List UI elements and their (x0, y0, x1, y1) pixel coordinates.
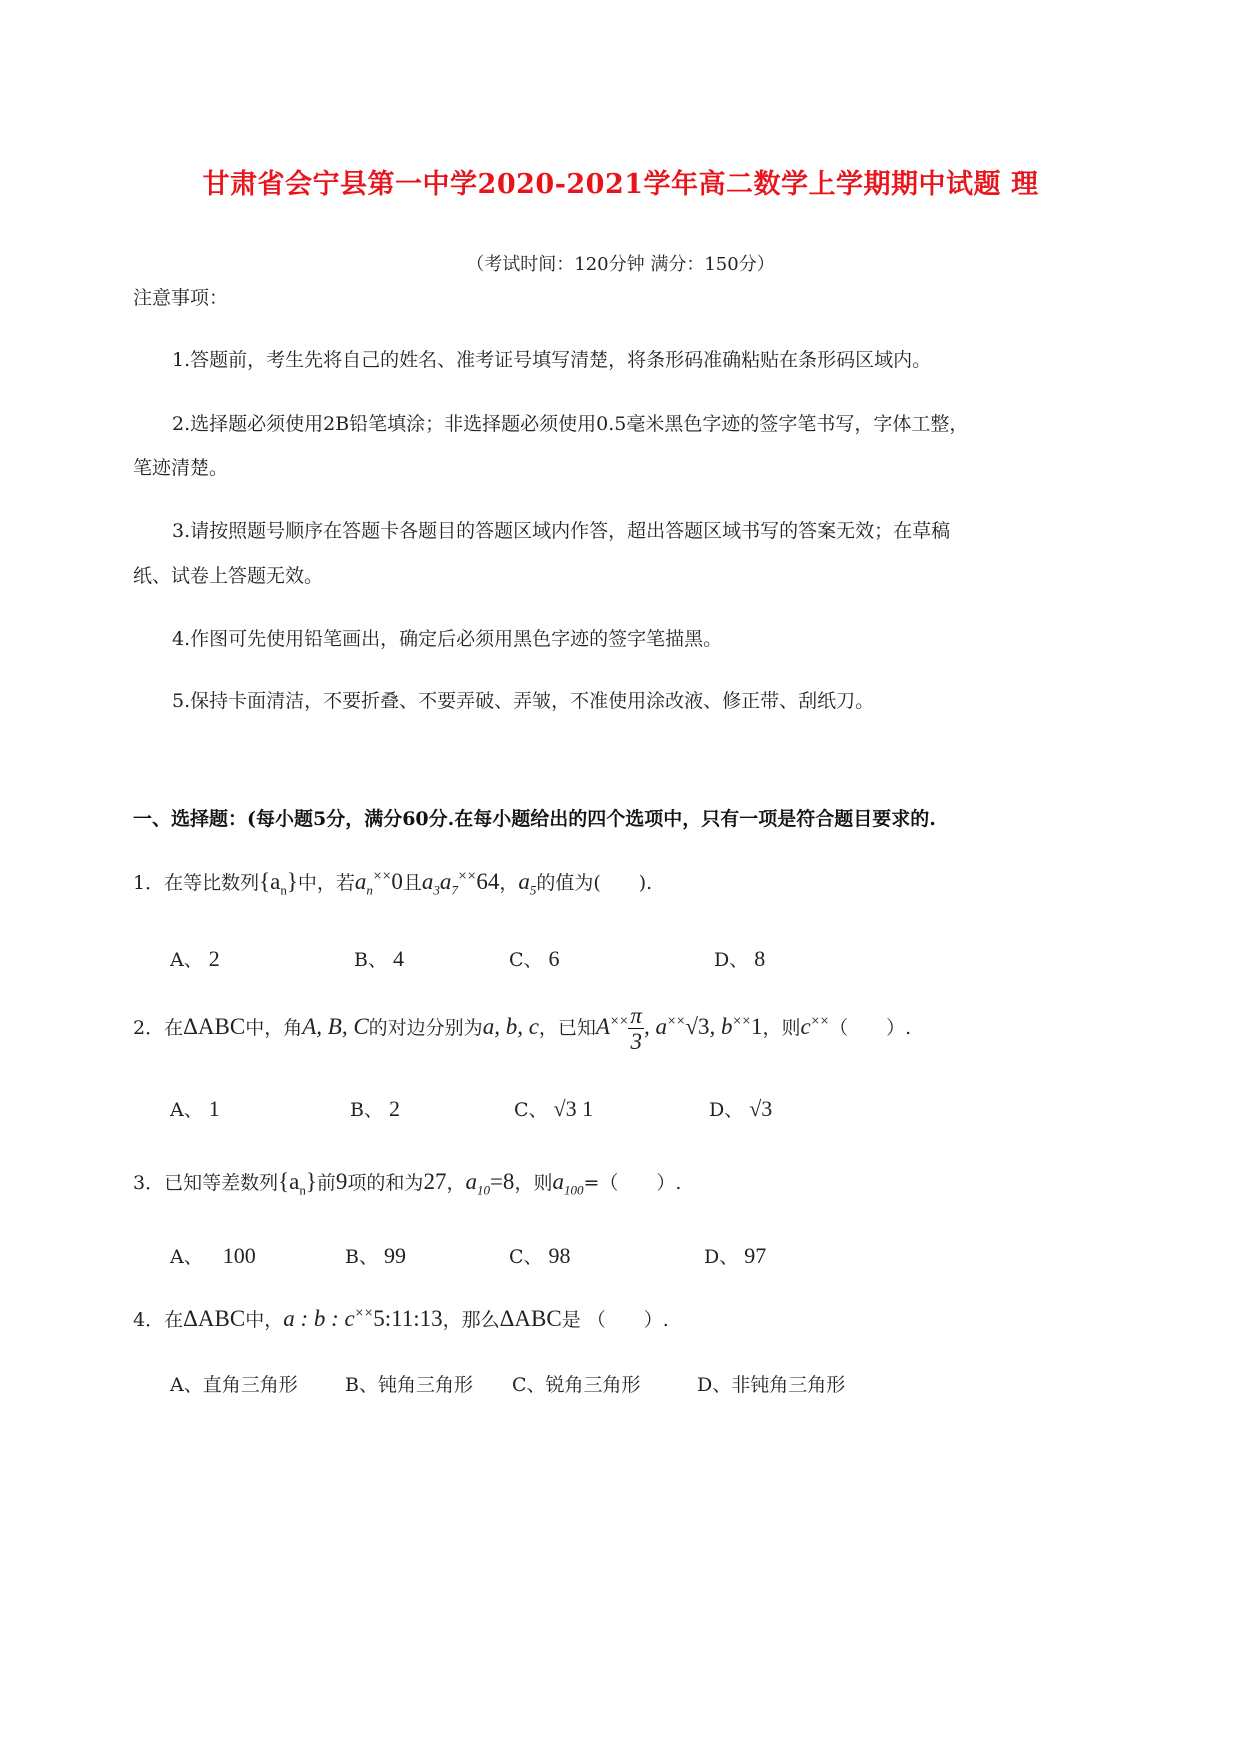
q1-option-b: B、 4 (354, 946, 404, 971)
q1-option-d: D、 8 (714, 946, 766, 971)
notice-item-2-cont: 笔迹清楚。 (133, 457, 229, 479)
notice-heading: 注意事项： (133, 287, 229, 309)
q4-triangle: ΔABC (499, 1306, 562, 1331)
notice-item-4: 4.作图可先使用铅笔画出，确定后必须用黑色字迹的签字笔描黑。 (172, 628, 723, 650)
question-3: 3．已知等差数列$\{a_n\}$前9项的和为27，$a_{10}=8$，则$a_{100}=$（ ）. (133, 1169, 682, 1198)
q3-a100: $a_{100}$ (552, 1169, 584, 1198)
q2-sides: a, b, c (482, 1013, 539, 1039)
q3-option-a: A、 100 (170, 1243, 256, 1268)
q2-option-a: A、 1 (170, 1096, 220, 1121)
q4-option-c: C、锐角三角形 (512, 1374, 641, 1396)
q4-garbled-symbol: ×× (354, 1306, 374, 1319)
q1-number: 1． (133, 872, 165, 894)
q4-option-d: D、非钝角三角形 (697, 1374, 846, 1396)
q2-garbled-symbol: ×× (609, 1013, 629, 1027)
notice-item-3: 3.请按照题号顺序在答题卡各题目的答题区域内作答，超出答题区域书写的答案无效；在草稿 (172, 520, 951, 542)
q2-fraction-pi-3: $\frac{\pi}{3}$ (630, 1003, 642, 1055)
q4-triangle: ΔABC (183, 1306, 246, 1331)
q2-option-c: C、 √3 1 (514, 1096, 594, 1121)
question-1 (133, 868, 652, 898)
q1-option-c: C、 6 (509, 946, 560, 971)
q1-garbled-symbol: ×× (372, 869, 392, 882)
q2-garbled-symbol: ×× (732, 1013, 751, 1027)
q2-garbled-symbol: ×× (810, 1013, 830, 1027)
q1-seq: $\{a_n\}$ (259, 869, 298, 898)
notice-item-3-cont: 纸、试卷上答题无效。 (133, 565, 324, 587)
q4-option-b: B、钝角三角形 (345, 1374, 473, 1396)
q2-value: 1 (750, 1013, 763, 1039)
q2-side-b: , b (709, 1013, 733, 1039)
q2-number: 2． (133, 1016, 165, 1039)
q1-a3a7: $a_3a_7$ (421, 869, 458, 898)
notice-item-2: 2.选择题必须使用2B铅笔填涂；非选择题必须使用0.5毫米黑色字迹的签字笔书写，字体工整， (172, 413, 969, 435)
q2-sqrt3: √3 (685, 1013, 710, 1039)
q3-value: 9 (335, 1169, 348, 1194)
q2-garbled-symbol: ×× (666, 1013, 686, 1027)
section-heading-choice: 一、选择题：(每小题5分，满分60分.在每小题给出的四个选项中，只有一项是符合题目要求的. (133, 808, 936, 830)
q2-angle-a: A (595, 1013, 610, 1039)
q3-seq: $\{a_n\}$ (278, 1169, 317, 1198)
q4-option-a: A、直角三角形 (170, 1374, 298, 1396)
q1-garbled-symbol: ×× (457, 869, 477, 882)
q1-text: 中，若 (297, 872, 355, 894)
q4-ratio: a : b : c (283, 1306, 355, 1331)
q2-side-c: c (800, 1013, 811, 1039)
q4-number: 4． (133, 1309, 165, 1331)
q1-value: 0 (391, 869, 403, 894)
exam-subtitle: （考试时间：120分钟 满分：150分） (466, 254, 775, 275)
q1-an: $a_n$ (354, 869, 373, 898)
question-4: 4．在ΔABC中，a : b : c××5:11:13，那么ΔABC是 （ ）. (133, 1306, 669, 1331)
q3-option-b: B、 99 (345, 1243, 406, 1268)
notice-item-1: 1.答题前，考生先将自己的姓名、准考证号填写清楚，将条形码准确粘贴在条形码区域内。 (172, 349, 932, 371)
q1-a5: $a_5$ (518, 869, 537, 898)
q1-text: 的值为( ). (536, 872, 653, 894)
q3-number: 3． (133, 1172, 165, 1194)
q2-side-a: , a (643, 1013, 667, 1039)
q1-option-a: A、 2 (170, 946, 220, 971)
q1-text: 且 (402, 872, 422, 894)
q1-text: 在等比数列 (164, 872, 260, 894)
exam-title: 甘肃省会宁县第一中学2020-2021学年高二数学上学期期中试题 理 (202, 169, 1039, 200)
q2-angles: A, B, C (302, 1013, 369, 1039)
q4-ratio-value: 5:11:13 (373, 1306, 443, 1331)
question-2: 2．在ΔABC中，角A, B, C的对边分别为a, b, c，已知A×× $\frac{\pi}{3}$ , a××√3, b××1，则c××（ ）. (133, 1003, 912, 1055)
q1-text: ， (499, 872, 519, 894)
q2-triangle: ΔABC (183, 1013, 246, 1039)
q3-option-d: D、 97 (704, 1243, 767, 1268)
notice-item-5: 5.保持卡面清洁，不要折叠、不要弄破、弄皱，不准使用涂改液、修正带、刮纸刀。 (172, 690, 875, 712)
q3-a10: $a_{10}$ (465, 1169, 490, 1198)
q2-option-b: B、 2 (350, 1096, 400, 1121)
q3-value: =8 (489, 1169, 515, 1194)
q3-value: 27 (423, 1169, 447, 1194)
q2-option-d: D、 √3 (709, 1096, 773, 1121)
q3-option-c: C、 98 (509, 1243, 571, 1268)
q1-value: 64 (476, 869, 500, 894)
